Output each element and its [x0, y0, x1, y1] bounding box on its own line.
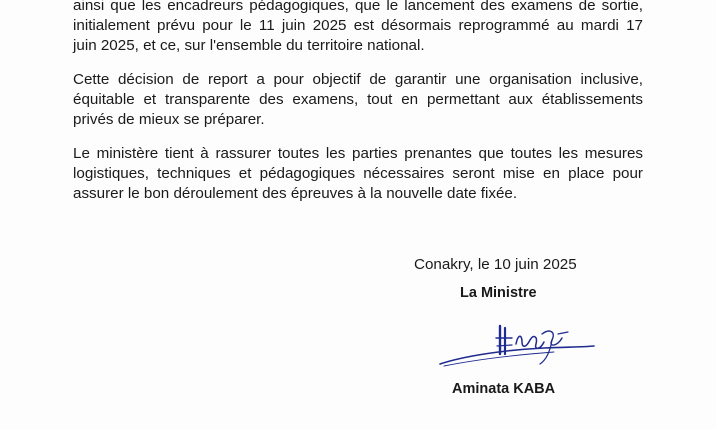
signatory-title: La Ministre: [460, 285, 537, 301]
paragraph-decision-objective: [73, 70, 643, 130]
text-line: ainsi que les encadreurs pédagogiques, que le lancement des examens de sortie,: [73, 0, 643, 14]
text-line: Le ministère tient à rassurer toutes les parties prenantes que toutes les mesures: [73, 145, 643, 162]
signature-strokes: [440, 326, 594, 366]
text-line: juin 2025, et ce, sur l'ensemble du territoire national.: [73, 37, 425, 54]
paragraph-ministry-assurance: [73, 144, 643, 204]
signature-image: [434, 320, 604, 376]
text-line: logistiques, techniques et pédagogiques nécessaires seront mise en place pour: [73, 165, 643, 182]
signatory-name: Aminata KABA: [452, 381, 556, 397]
text-line: privés de mieux se préparer.: [73, 111, 265, 128]
paragraph-exam-rescheduling: [73, 0, 643, 56]
text-line: initialement prévu pour le 11 juin 2025 est désormais reprogrammé au mardi 17: [73, 17, 643, 34]
text-line: assurer le bon déroulement des épreuves à la nouvelle date fixée.: [73, 185, 518, 202]
place-date: Conakry, le 10 juin 2025: [414, 256, 577, 273]
text-line: équitable et transparente des examens, tout en permettant aux établissements: [73, 91, 643, 108]
text-line: Cette décision de report a pour objectif de garantir une organisation inclusive,: [73, 71, 643, 88]
